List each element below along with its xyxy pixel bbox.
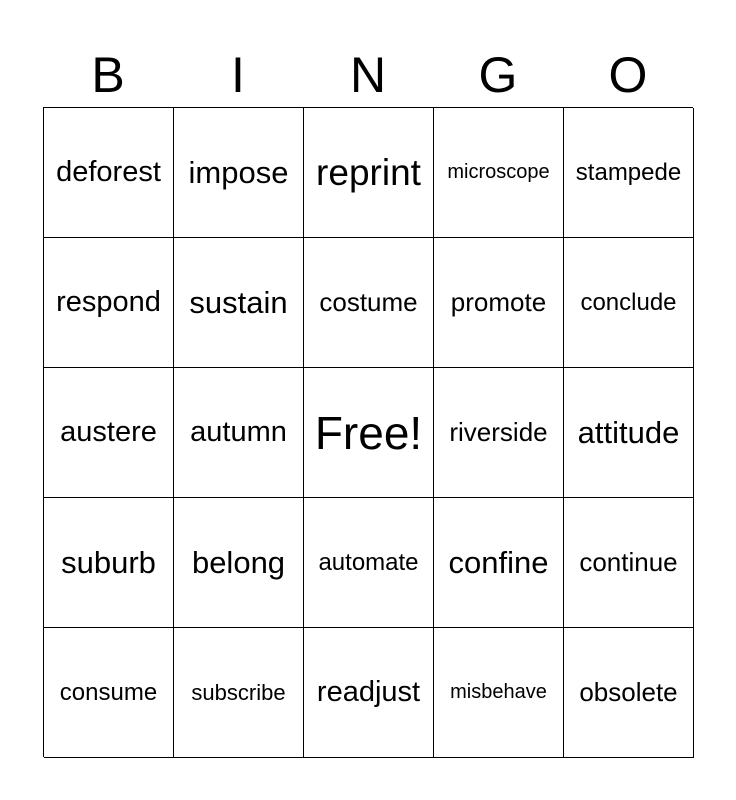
bingo-cell[interactable]: misbehave	[434, 628, 564, 758]
header-letter-i: I	[231, 47, 245, 103]
bingo-cell[interactable]: costume	[304, 238, 434, 368]
bingo-cell[interactable]: suburb	[44, 498, 174, 628]
bingo-cell[interactable]: conclude	[564, 238, 694, 368]
bingo-cell[interactable]: microscope	[434, 108, 564, 238]
bingo-cell[interactable]: riverside	[434, 368, 564, 498]
bingo-cell[interactable]: reprint	[304, 108, 434, 238]
bingo-cell[interactable]: stampede	[564, 108, 694, 238]
bingo-cell[interactable]: obsolete	[564, 628, 694, 758]
bingo-cell[interactable]: readjust	[304, 628, 434, 758]
bingo-cell[interactable]: promote	[434, 238, 564, 368]
bingo-cell[interactable]: austere	[44, 368, 174, 498]
free-space-cell[interactable]: Free!	[304, 368, 434, 498]
bingo-cell[interactable]: sustain	[174, 238, 304, 368]
bingo-cell[interactable]: deforest	[44, 108, 174, 238]
bingo-header	[43, 42, 693, 108]
header-letter-n: N	[349, 47, 387, 103]
header-letter-o: O	[608, 47, 648, 103]
bingo-cell[interactable]: impose	[174, 108, 304, 238]
bingo-cell[interactable]: confine	[434, 498, 564, 628]
header-letter-b: B	[91, 47, 125, 103]
bingo-cell[interactable]: subscribe	[174, 628, 304, 758]
bingo-cell[interactable]: respond	[44, 238, 174, 368]
bingo-cell[interactable]: consume	[44, 628, 174, 758]
bingo-cell[interactable]: autumn	[174, 368, 304, 498]
bingo-board	[43, 107, 693, 757]
bingo-cell[interactable]: belong	[174, 498, 304, 628]
header-letter-g: G	[478, 47, 518, 103]
bingo-cell[interactable]: automate	[304, 498, 434, 628]
bingo-cell[interactable]: attitude	[564, 368, 694, 498]
bingo-cell[interactable]: continue	[564, 498, 694, 628]
